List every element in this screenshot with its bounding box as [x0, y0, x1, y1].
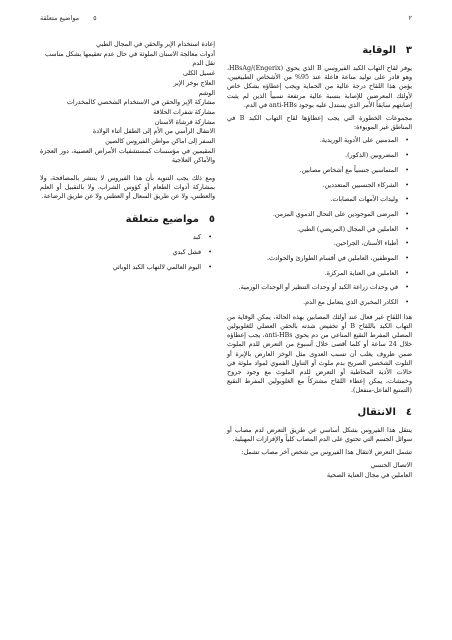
paragraph: يوفر لقاح التهاب الكبد الفيروسي B الذي يحوي (Engerix)/HBsAg، وهو قادر على توليد مناعة فاعلة عند 95% من الأشخاص الطبيعيين، يؤمن هذا اللقاح درجة عالية من الحماية ويجب إعطاؤه بشكل خاص لأولئك المعرضين للإصابة بنسبة عالية مرتفعة نسبياً الذين لم يثبت إصابتهم سابقاً الأمر الذي يستدل عليه بوجود anti-HBs في الدم. [227, 65, 412, 109]
list-item: • المتماسين جنسياً مع أشخاص مصابين. [227, 166, 412, 175]
page-header [40, 14, 412, 22]
list-item: • كبد [40, 233, 215, 242]
list-item: • فشل كبدي [40, 248, 215, 257]
risk-groups-list [227, 136, 412, 307]
text-line: إعادة استخدام الإبر والحقن في المجال الطبي [96, 41, 215, 48]
text-line: الانتقال الرأسي من الأم إلى الطفل أثناء الولادة [92, 128, 215, 136]
section-title: الوقاية [362, 45, 396, 56]
section-number: ٥ [208, 214, 215, 226]
paragraph: ومع ذلك يجب التنويه بأن هذا الفيروس لا ينتشر بالمصافحة، ولا بمشاركة أدوات الطعام أو كؤوس الشراب، ولا بالتقبيل أو العلم والعطس، ولا عن طريق السعال أو العطس ولا عن طريق الرضاعة. [40, 174, 215, 201]
list-item: • الشركاء الجنسيين المتعددين. [227, 181, 412, 190]
list-item: • المضروبين (الذكور). [227, 151, 412, 160]
list-item: • المرضى الموجودين على التحال الدموي المزمن. [227, 210, 412, 219]
running-section-number: ٥ [93, 14, 97, 22]
list-item: • في وحدات زراعة الكبد أو وحدات التنظير أو الوحدات الورمية. [227, 283, 412, 292]
text-line: المقيمين في مؤسسات كمستشفيات الأمراض العصبية، دور العجزة والأماكن العلاجية [40, 147, 215, 164]
list-item: • اليوم العالمي لالتهاب الكبد الوبائي [40, 263, 215, 272]
text-line: مشاركة الإبر والحقن في الاستخدام الشخصي كالمخدرات [66, 99, 215, 107]
list-item: • العاملين في المجال (المريضي) الطبي. [227, 225, 412, 234]
section-title: مواضيع متعلقة [125, 214, 199, 226]
text-line: العلاج بوخز الإبر [173, 79, 215, 87]
section-heading-prevention [227, 44, 412, 58]
text-line: العاملين في مجال العناية الصحية [326, 471, 412, 479]
text-line: الاتصال الجنسي [370, 462, 412, 470]
section-number: ٣ [405, 45, 412, 56]
text-line: أدوات معالجة الاسنان الملوثة في حال عدم تعقيمها بشكل مناسب [44, 50, 215, 58]
related-topics-list [40, 233, 215, 272]
running-section-title: مواضيع متعلقة [40, 14, 80, 22]
text-line: مشاركة فرشاة الاسنان [154, 118, 215, 126]
list-item: • أطباء الأسنان، الجراحين. [227, 239, 412, 248]
text-line: نقل الدم [192, 60, 215, 68]
paragraph: تشمل التعرض لانتقال هذا الفيروس من شخص آخر مصاب تشمل: [241, 449, 412, 457]
list-item: • الموظفين، العاملين في أقسام الطوارئ والحوادث. [227, 254, 412, 263]
section-heading-transmission [227, 406, 412, 420]
page-number: ٢ [408, 14, 412, 22]
paragraph: مجموعات الخطورة التي يجب إعطاؤها لقاح التهاب الكبد B في المناطق غير الموبوءة: [227, 115, 412, 132]
list-item: • الكادر المخبري الذي يتعامل مع الدم. [227, 298, 412, 307]
section-heading-related [40, 213, 215, 227]
section-title: الانتقال [357, 406, 396, 418]
paragraph: ينتقل هذا الفيروس بشكل أساسي عن طريق التعرض لدم مصاب أو سوائل الجسم التي تحتوي على الدم المصاب كلياً والإفرازات المهبلية. [227, 426, 412, 443]
text-line: الوشم [198, 89, 215, 97]
paragraph: هذا اللقاح غير فعال عند أولئك المصابين بهذه الحالة، يمكن الوقاية من التهاب الكبد باللقاح B أو تخفيض شدته بالحقن العضلي للغلوبولين المصلي المفرط النقيع المناعي من دم يحوي anti-HBs، يجب إعطاؤه خلال 24 ساعة أو كلما أقصى خلال أسبوع من التعرض للدم الملوث ضمن ظروف يغلب أن تسبب العدوى مثل الوخز العارض بالإبرة أو التلوث الشخصي الصريح بدم ملوث أو التناول الفموي لمواد ملوثة في حالات الأذية المخاطية أو التعرض للدم الملوث مع وجود جروح وخمشات، يمكن إعطاء اللقاح مشتركاً مع الغلوبولين المفرط النقيع (التمنيع الفاعل-منفعل). [227, 313, 412, 395]
list-item: • العاملين في العناية المركزة. [227, 269, 412, 278]
text-line: مشاركة شفرات الحلاقة [153, 108, 215, 116]
left-column [40, 40, 215, 277]
text-line: غسيل الكلى [182, 70, 215, 78]
right-column [227, 40, 412, 480]
list-item: • وليدات الأمهات المصابات. [227, 195, 412, 204]
list-item: • المدمنين على الأدوية الوريدية. [227, 136, 412, 145]
section-number: ٤ [405, 406, 412, 418]
text-line: السفر إلى اماكن مواطن الفيروس كالصين [105, 138, 215, 146]
running-title [40, 14, 97, 22]
